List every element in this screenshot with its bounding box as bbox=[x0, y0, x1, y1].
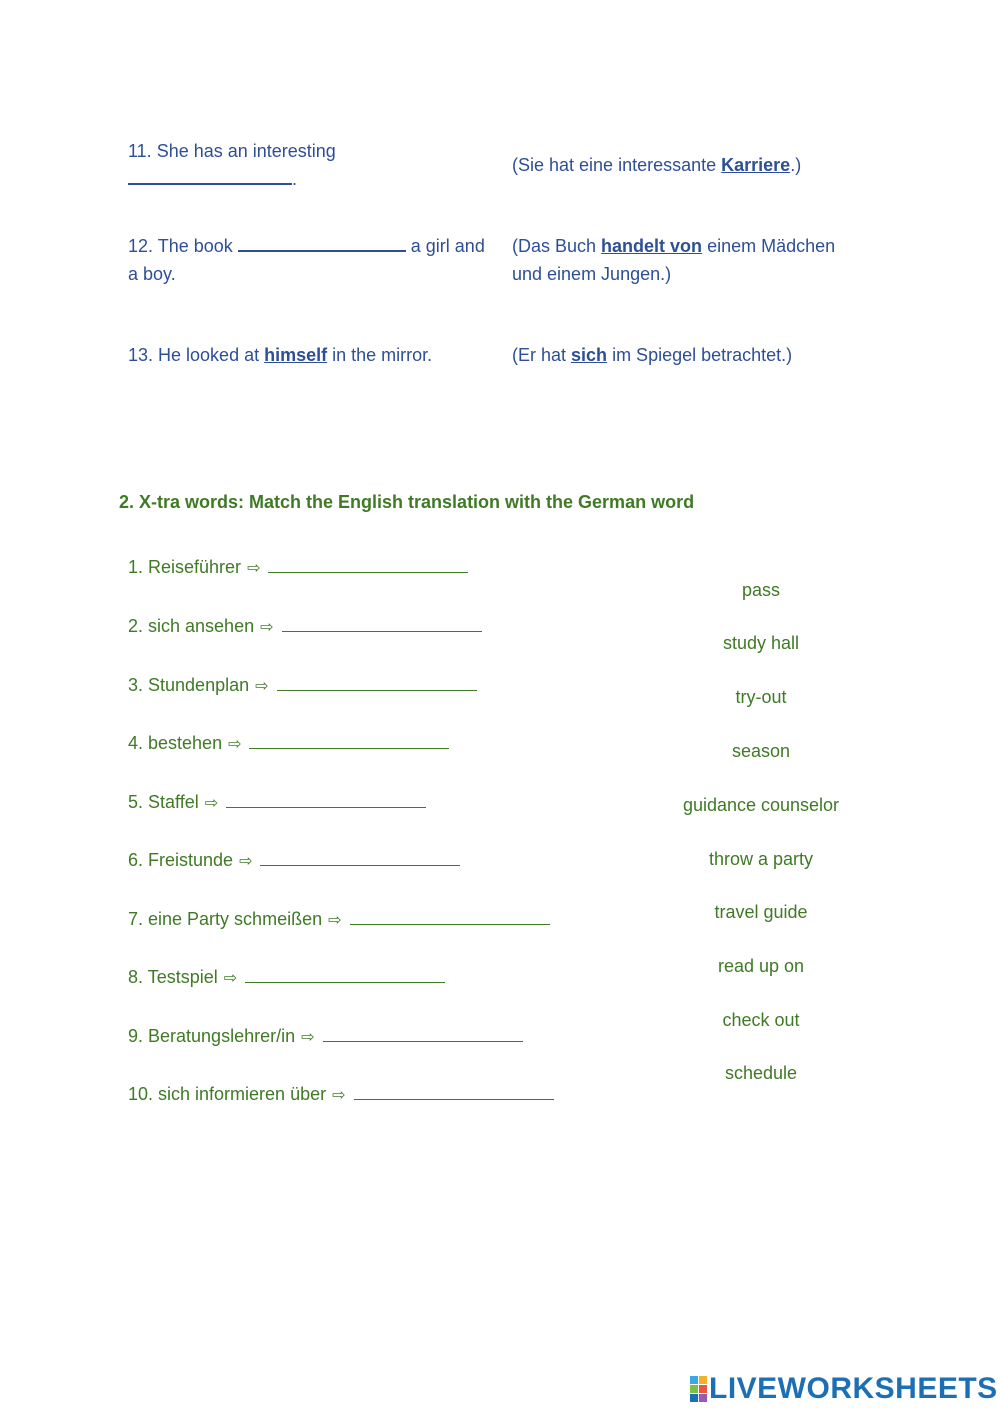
logo-mark-icon bbox=[690, 1376, 707, 1402]
q13-german-keyword: sich bbox=[571, 345, 608, 365]
q11-keyword: Karriere bbox=[721, 155, 791, 175]
german-item-7: 7. eine Party schmeißen ⇨ bbox=[128, 908, 550, 930]
q12-german: (Das Buch handelt von einem Mädchen und einem Jungen.) bbox=[512, 236, 836, 284]
arrow-right-icon: ⇨ bbox=[239, 853, 253, 870]
german-item-10: 10. sich informieren über ⇨ bbox=[128, 1083, 554, 1105]
answer-blank-8[interactable] bbox=[245, 966, 445, 983]
german-item-2: 2. sich ansehen ⇨ bbox=[128, 615, 482, 637]
answer-blank-2[interactable] bbox=[282, 615, 482, 632]
arrow-right-icon: ⇨ bbox=[301, 1029, 315, 1046]
answer-blank-7[interactable] bbox=[350, 908, 550, 925]
liveworksheets-logo bbox=[690, 1372, 998, 1406]
arrow-right-icon: ⇨ bbox=[228, 736, 242, 753]
english-word-6[interactable]: throw a party bbox=[708, 849, 814, 869]
arrow-right-icon: ⇨ bbox=[328, 912, 342, 929]
english-word-9[interactable]: check out bbox=[722, 1010, 800, 1030]
german-item-5: 5. Staffel ⇨ bbox=[128, 791, 426, 813]
q12-blank[interactable] bbox=[238, 234, 406, 252]
arrow-right-icon: ⇨ bbox=[223, 970, 238, 987]
q13-keyword: himself bbox=[264, 345, 328, 365]
english-word-8[interactable]: read up on bbox=[717, 956, 805, 976]
arrow-right-icon: ⇨ bbox=[247, 560, 261, 577]
q13-english: 13. He looked at himself in the mirror. bbox=[128, 345, 433, 365]
english-word-1[interactable]: pass bbox=[741, 580, 781, 600]
answer-blank-5[interactable] bbox=[226, 791, 426, 808]
english-word-10[interactable]: schedule bbox=[724, 1063, 798, 1083]
answer-blank-1[interactable] bbox=[268, 556, 468, 573]
q12-keyword: handelt von bbox=[601, 236, 703, 256]
german-item-4: 4. bestehen ⇨ bbox=[128, 732, 449, 754]
german-item-6: 6. Freistunde ⇨ bbox=[128, 849, 460, 871]
arrow-right-icon: ⇨ bbox=[260, 619, 274, 636]
english-word-2[interactable]: study hall bbox=[722, 633, 800, 653]
english-word-5[interactable]: guidance counselor bbox=[682, 795, 840, 815]
q11-blank[interactable] bbox=[128, 167, 292, 185]
arrow-right-icon: ⇨ bbox=[332, 1087, 346, 1104]
section2-heading: 2. X-tra words: Match the English translation with the German word bbox=[119, 492, 695, 512]
german-item-9: 9. Beratungslehrer/in ⇨ bbox=[128, 1025, 523, 1047]
answer-blank-3[interactable] bbox=[277, 674, 477, 691]
arrow-right-icon: ⇨ bbox=[255, 678, 269, 695]
answer-blank-10[interactable] bbox=[354, 1083, 554, 1100]
q11-german: (Sie hat eine interessante Karriere.) bbox=[512, 155, 802, 175]
answer-blank-4[interactable] bbox=[249, 732, 449, 749]
german-item-1: 1. Reiseführer ⇨ bbox=[128, 556, 468, 578]
answer-blank-6[interactable] bbox=[260, 849, 460, 866]
english-word-7[interactable]: travel guide bbox=[714, 902, 808, 922]
german-item-8: 8. Testspiel ⇨ bbox=[128, 966, 445, 988]
answer-blank-9[interactable] bbox=[323, 1025, 523, 1042]
english-word-4[interactable]: season bbox=[731, 741, 791, 761]
logo-text: LIVEWORKSHEETS bbox=[709, 1372, 998, 1405]
q13-german: (Er hat sich im Spiegel betrachtet.) bbox=[512, 345, 793, 365]
german-item-3: 3. Stundenplan ⇨ bbox=[128, 674, 477, 696]
q11-english: 11. She has an interesting . bbox=[128, 141, 336, 189]
q12-english: 12. The book a girl and a boy. bbox=[128, 236, 485, 284]
arrow-right-icon: ⇨ bbox=[204, 795, 219, 812]
english-word-3[interactable]: try-out bbox=[735, 687, 787, 707]
